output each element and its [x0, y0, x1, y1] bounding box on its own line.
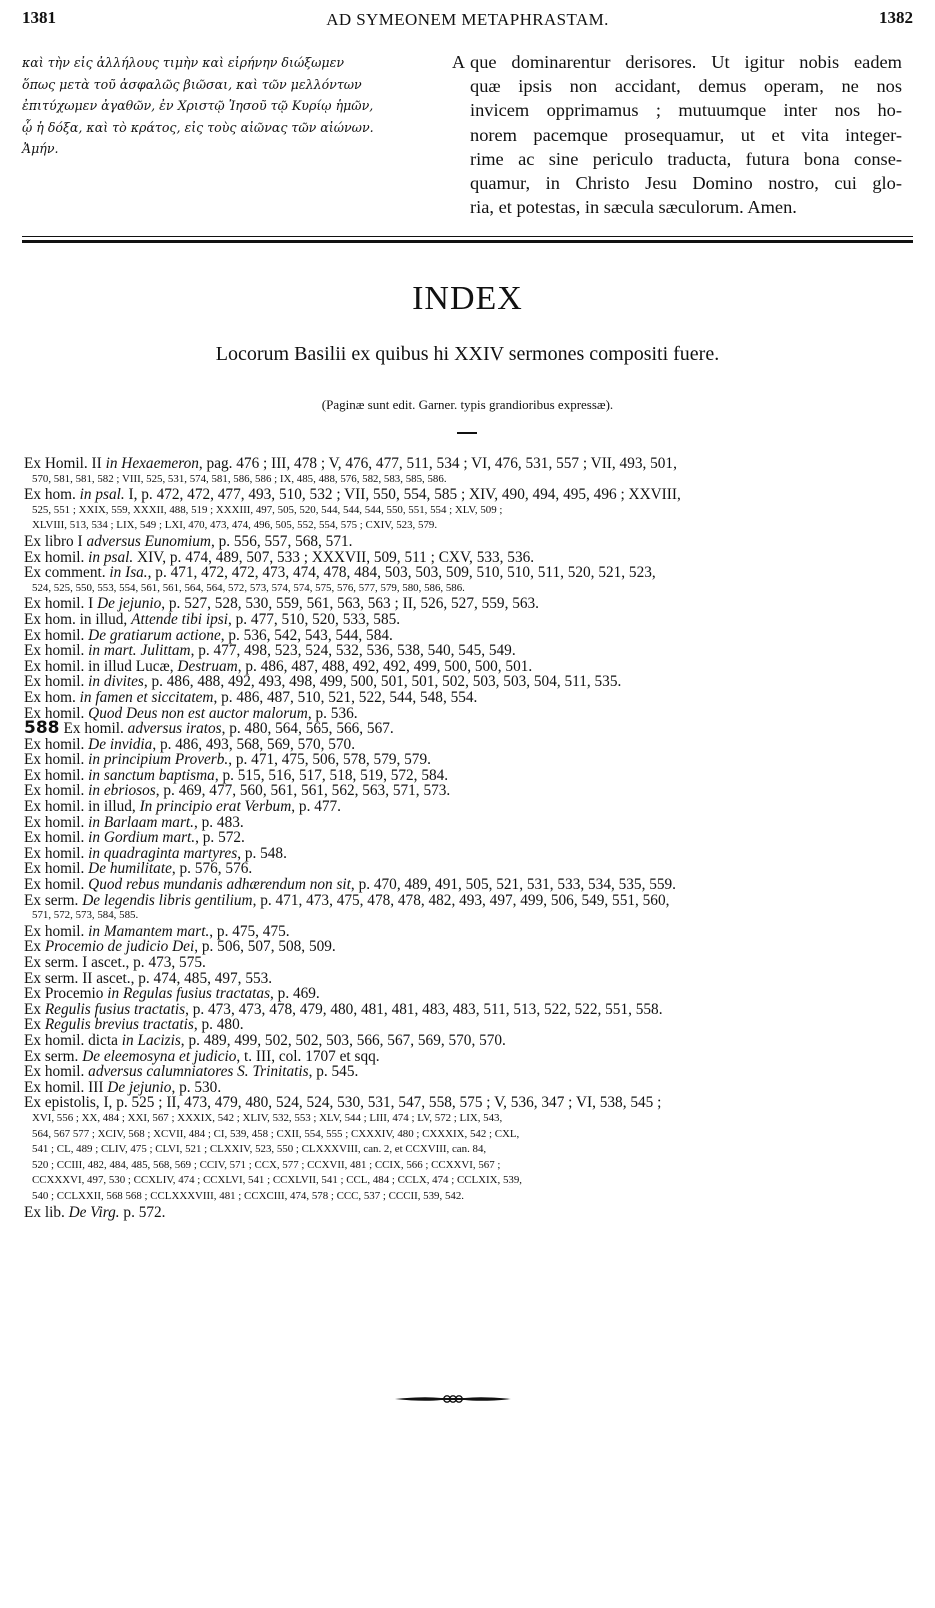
greek-line: ἐπιτύχωμεν ἀγαθῶν, ἐν Χριστῷ Ἰησοῦ τῷ Κυρίῳ ἡμῶν,: [22, 98, 374, 113]
work-title: in Lacizis: [121, 1031, 181, 1049]
work-title: De eleemosyna et judicio: [82, 1047, 237, 1065]
entry-text: , p. 480, 564, 565, 566, 567.: [221, 720, 394, 738]
work-title: in famen et siccitatem: [79, 688, 214, 706]
work-title: in divites: [88, 673, 144, 691]
index-entry-line: [24, 861, 914, 877]
entry-text: , p. 506, 507, 508, 509.: [194, 938, 336, 956]
entry-text: Ex homil.: [24, 829, 89, 847]
entry-text: , p. 471, 475, 506, 578, 579, 579.: [228, 751, 431, 769]
index-entry-line: [24, 718, 914, 739]
index-entry-line: [24, 706, 914, 722]
entry-text: , p. 471, 472, 472, 473, 474, 478, 484, 503, 503, 509, 510, 510, 511, 520, 521, 523,: [147, 564, 656, 582]
work-title: adversus calumniatores S. Trinitatis: [88, 1063, 309, 1081]
index-entry-line: [24, 1002, 914, 1018]
index-entry-line: [24, 737, 914, 753]
latin-line: rime ac sine periculo traducta, futura bona conse-: [470, 148, 902, 169]
entry-text: Ex homil.: [24, 735, 89, 753]
index-entry-line: [24, 1049, 914, 1065]
work-title: in Hexaemeron: [105, 455, 199, 472]
entry-text: Ex serm.: [24, 1047, 83, 1065]
greek-line: Ἀμήν.: [22, 141, 59, 156]
entry-text: , p. 576, 576.: [171, 860, 253, 878]
entry-text: Ex Procemio: [24, 985, 108, 1003]
work-title: De Virg.: [68, 1203, 120, 1221]
entry-text: XIV, p. 474, 489, 507, 533 ; XXXVII, 509, 511 ; CXV, 533, 536.: [133, 548, 535, 566]
work-title: adversus iratos: [127, 720, 222, 738]
entry-text: Ex homil.: [24, 782, 89, 800]
index-entry-line: [24, 1142, 914, 1158]
index-entry-line: [24, 752, 914, 768]
index-entry-line: [24, 612, 914, 628]
latin-column: [470, 50, 902, 219]
work-title: adversus Eunomium: [86, 532, 211, 550]
entry-text: 520 ; CCIII, 482, 484, 485, 568, 569 ; CCIV, 571 ; CCX, 577 ; CCXVII, 481 ; CCIX, 566 ; CCXXVI, 567 ;: [32, 1158, 501, 1171]
index-entry-line: [24, 534, 914, 550]
entry-text: , p. 471, 473, 475, 478, 478, 482, 493, 497, 499, 506, 549, 551, 560,: [252, 891, 670, 909]
work-title: in psal.: [79, 486, 125, 504]
entry-text: Ex homil.: [24, 548, 89, 566]
entry-text: , p. 515, 516, 517, 518, 519, 572, 584.: [214, 766, 449, 784]
right-page-number: 1382: [879, 8, 913, 27]
entry-text: CCXXXVI, 497, 530 ; CCXLIV, 474 ; CCXLVI, 541 ; CCXLVII, 541 ; CCL, 484 ; CCLX, 474 ; CCLXIX, 539,: [32, 1174, 523, 1187]
index-entry-line: [24, 924, 914, 940]
index-entry-line: [24, 1080, 914, 1096]
entry-text: Ex homil. in illud Lucæ,: [24, 657, 178, 675]
entry-text: Ex serm.: [24, 891, 83, 909]
work-title: in principium Proverb.: [88, 751, 229, 769]
index-entry-line: [24, 799, 914, 815]
index-entry-line: [24, 830, 914, 846]
index-entry-line: [24, 503, 914, 519]
index-entries: [24, 456, 914, 1220]
work-title: De gratiarum actione: [88, 626, 221, 644]
index-entry-line: [24, 986, 914, 1002]
entry-text: Ex homil.: [24, 860, 89, 878]
index-note: (Paginæ sunt edit. Garner. typis grandioribus expressæ).: [321, 397, 614, 412]
index-entry-line: [24, 939, 914, 955]
ornament-icon: [393, 1392, 513, 1406]
entry-text: , pag. 476 ; III, 478 ; V, 476, 477, 511, 534 ; VI, 476, 531, 557 ; VII, 493, 501,: [198, 455, 677, 472]
index-entry-line: [24, 690, 914, 706]
entry-text: 541 ; CL, 489 ; CLIV, 475 ; CLVI, 521 ; CLXXIV, 523, 550 ; CLXXXVIII, can. 2, et CCXVIII, can. 84,: [32, 1143, 487, 1156]
index-entry-line: [24, 518, 914, 534]
work-title: Regulis fusius tractatis: [44, 1000, 186, 1018]
index-entry-line: [24, 1095, 914, 1111]
entry-text: XLVIII, 513, 534 ; LIX, 549 ; LXI, 470, 473, 474, 496, 505, 552, 554, 575 ; CXIV, 523, 579.: [32, 519, 438, 532]
entry-text: , p. 548.: [237, 844, 287, 862]
work-title: Attende tibi ipsi: [131, 610, 228, 628]
latin-line: ria, et potestas, in sæcula sæculorum. Amen.: [470, 197, 797, 218]
entry-text: Ex epistolis, I, p. 525 ; II, 473, 479, 480, 524, 524, 530, 531, 547, 558, 575 ; V, 536, 347 ; VI, 538, 545 ;: [24, 1094, 662, 1112]
work-title: Quod rebus mundanis adhærendum non sit: [88, 876, 351, 894]
index-entry-line: [24, 846, 914, 862]
work-title: in Gordium mart.: [88, 829, 196, 847]
entry-text: Ex homil.: [24, 813, 89, 831]
latin-line: invicem opprimamus ; mutuumque inter nos ho-: [470, 100, 902, 121]
entry-text: Ex: [24, 938, 45, 956]
entry-text: Ex homil. III: [24, 1078, 108, 1096]
index-entry-line: [24, 1033, 914, 1049]
latin-line: norem pacemque prosequamur, ut et vita integer-: [470, 124, 902, 145]
entry-text: , p. 489, 499, 502, 502, 503, 566, 567, 569, 570, 570.: [180, 1031, 506, 1049]
entry-text: Ex homil.: [24, 876, 89, 894]
entry-text: , p. 545.: [308, 1063, 359, 1081]
index-title: INDEX: [412, 280, 523, 317]
index-entry-line: [24, 768, 914, 784]
work-title: in Regulas fusius tractatas: [107, 985, 271, 1003]
work-title: in mart. Julittam: [88, 642, 191, 660]
divider-thick: [22, 240, 913, 243]
latin-line: que dominarentur derisores. Ut igitur nobis eadem: [470, 52, 902, 72]
work-title: De invidia: [88, 735, 153, 753]
entry-text: 524, 525, 550, 553, 554, 561, 561, 564, 564, 572, 573, 574, 574, 575, 576, 577, 579, 580, 586, 586.: [32, 581, 465, 594]
index-entry-line: [24, 659, 914, 675]
greek-line: καὶ τὴν εἰς ἀλλήλους τιμὴν καὶ εἰρήνην διώξωμεν: [22, 55, 345, 70]
index-entry-line: [24, 1173, 914, 1189]
index-subtitle: Locorum Basilii ex quibus hi XXIV sermones compositi fuere.: [215, 343, 720, 365]
entry-text: Ex: [24, 1000, 45, 1018]
greek-line: ὅπως μετὰ τοῦ ἀσφαλῶς βιῶσαι, καὶ τῶν μελλόντων: [22, 76, 362, 92]
entry-text: , p. 572.: [195, 829, 245, 847]
entry-text: , p. 480.: [193, 1016, 244, 1034]
entry-text: 571, 572, 573, 584, 585.: [32, 909, 139, 922]
entry-text: Ex serm. II ascet., p. 474, 485, 497, 553.: [24, 969, 273, 987]
index-entry-line: [24, 565, 914, 581]
index-entry-line: [24, 955, 914, 971]
work-title: in ebriosos: [88, 782, 156, 800]
work-title: De humilitate: [88, 860, 172, 878]
index-entry-line: [24, 487, 914, 503]
entry-text: 570, 581, 581, 582 ; VIII, 525, 531, 574, 581, 586, 586 ; IX, 485, 488, 576, 582, 583, 585, 586.: [32, 472, 447, 485]
entry-text: Ex Homil. II: [24, 455, 106, 472]
index-entry-line: [24, 783, 914, 799]
greek-column: [22, 52, 450, 160]
index-entry-line: [24, 596, 914, 612]
work-title: Destruam: [177, 657, 238, 675]
entry-text: , p. 536, 542, 543, 544, 584.: [220, 626, 393, 644]
entry-text: I, p. 472, 472, 477, 493, 510, 532 ; VII, 550, 554, 585 ; XIV, 490, 494, 495, 496 ; XXVIII,: [124, 486, 681, 504]
entry-text: Ex hom.: [24, 486, 80, 504]
entry-text: , p. 477, 498, 523, 524, 532, 536, 538, 540, 545, 549.: [190, 642, 516, 660]
entry-text: Ex comment.: [24, 564, 110, 582]
entry-text: , p. 556, 557, 568, 571.: [210, 532, 353, 550]
entry-text: , t. III, col. 1707 et sqq.: [236, 1047, 380, 1065]
work-title: in Isa.: [109, 564, 148, 582]
work-title: De jejunio: [97, 595, 162, 613]
index-entry-line: [24, 1111, 914, 1127]
entry-text: Ex homil.: [24, 626, 89, 644]
entry-text: , p. 470, 489, 491, 505, 521, 531, 533, 534, 535, 559.: [350, 876, 676, 894]
entry-text: , p. 486, 487, 510, 521, 522, 544, 548, 554.: [213, 688, 478, 706]
entry-text: 540 ; CCLXXII, 568 568 ; CCLXXXVIII, 481 ; CCXCIII, 474, 578 ; CCC, 537 ; CCCII, 539, 542.: [32, 1189, 464, 1202]
index-entry-line: [24, 550, 914, 566]
entry-text: Ex homil. I: [24, 595, 98, 613]
work-title: in psal.: [88, 548, 134, 566]
entry-text: , p. 486, 488, 492, 493, 498, 499, 500, 501, 501, 502, 503, 503, 504, 511, 535.: [143, 673, 622, 691]
entry-text: 525, 551 ; XXIX, 559, XXXII, 488, 519 ; XXXIII, 497, 505, 520, 544, 544, 544, 550, 551, 554 ; XLV, 509 ;: [32, 503, 503, 516]
entry-text: , p. 483.: [193, 813, 244, 831]
short-dash: [457, 432, 477, 434]
index-entry-line: [24, 971, 914, 987]
margin-letter: A: [452, 52, 465, 72]
work-title: in Mamantem mart.: [88, 922, 210, 940]
entry-text: Ex lib.: [24, 1203, 69, 1221]
divider-thin: [22, 236, 913, 237]
entry-text: , p. 477, 510, 520, 533, 585.: [227, 610, 401, 628]
index-entry-line: [24, 1158, 914, 1174]
greek-line: ᾧ ἡ δόξα, καὶ τὸ κράτος, εἰς τοὺς αἰῶνας τῶν αἰώνων.: [22, 119, 374, 135]
entry-text: 564, 567 577 ; XCIV, 568 ; XCVII, 484 ; CI, 539, 458 ; CXII, 554, 555 ; CXXXIV, 480 ; CXXXIX, 542 ; CXL,: [32, 1127, 520, 1140]
index-entry-line: [24, 1189, 914, 1205]
entry-text: Ex serm. I ascet., p. 473, 575.: [24, 954, 206, 971]
index-entry-line: [24, 643, 914, 659]
entry-text: , p. 475, 475.: [209, 922, 290, 940]
entry-text: Ex homil.: [24, 844, 89, 862]
page-header: [22, 8, 913, 36]
entry-text: Ex homil.: [24, 922, 89, 940]
index-entry-line: [24, 674, 914, 690]
entry-text: , p. 536.: [307, 704, 358, 722]
entry-text: , p. 527, 528, 530, 559, 561, 563, 563 ; II, 526, 527, 559, 563.: [161, 595, 539, 613]
index-entry-line: [24, 1017, 914, 1033]
entry-text: Ex homil.: [24, 1063, 89, 1081]
left-page-number: 1381: [22, 8, 56, 27]
index-entry-line: [24, 815, 914, 831]
index-entry-line: [24, 893, 914, 909]
latin-line: quamur, in Christo Jesu Domino nostro, cui glo-: [470, 173, 902, 194]
entry-text: , p. 530.: [171, 1078, 222, 1096]
entry-text: Ex: [24, 1016, 45, 1034]
work-title: De jejunio: [107, 1078, 172, 1096]
index-entry-line: [24, 472, 914, 488]
entry-text: , p. 486, 487, 488, 492, 492, 499, 500, 500, 501.: [237, 657, 533, 675]
entry-text: Ex homil.: [24, 673, 89, 691]
entry-text: XVI, 556 ; XX, 484 ; XXI, 567 ; XXXIX, 542 ; XLIV, 532, 553 ; XLV, 544 ; LIII, 474 ; LV, 572 ; LIX, 543,: [32, 1111, 503, 1124]
entry-text: Ex homil. in illud,: [24, 798, 140, 816]
entry-text: Ex homil. dicta: [24, 1031, 122, 1049]
entry-text: Ex homil.: [63, 720, 128, 738]
entry-text: Ex homil.: [24, 704, 89, 722]
entry-text: p. 572.: [119, 1203, 166, 1221]
index-entry-line: [24, 877, 914, 893]
index-entry-line: [24, 628, 914, 644]
index-entry-line: [24, 908, 914, 924]
index-entry-line: [24, 1205, 914, 1221]
entry-text: Ex homil.: [24, 751, 89, 769]
entry-text: Ex hom. in illud,: [24, 610, 132, 628]
entry-text: Ex homil.: [24, 642, 89, 660]
running-title: AD SYMEONEM METAPHRASTAM.: [326, 10, 609, 29]
work-title: in Barlaam mart.: [88, 813, 194, 831]
index-entry-line: [24, 1064, 914, 1080]
entry-text: , p. 469.: [270, 985, 320, 1003]
work-title: De legendis libris gentilium: [82, 891, 253, 909]
entry-text: , p. 473, 473, 478, 479, 480, 481, 481, 483, 483, 511, 513, 522, 522, 551, 558.: [185, 1000, 663, 1018]
work-title: in sanctum baptisma: [88, 766, 215, 784]
work-title: Procemio de judicio Dei: [44, 938, 195, 956]
index-entry-line: [24, 581, 914, 597]
index-entry-line: [24, 456, 914, 472]
margin-page-number: 588: [24, 718, 60, 739]
work-title: Quod Deus non est auctor malorum: [88, 704, 308, 722]
work-title: Regulis brevius tractatis: [44, 1016, 194, 1034]
latin-line: quæ ipsis non accidant, demus operam, ne nos: [470, 76, 902, 97]
entry-text: , p. 469, 477, 560, 561, 561, 562, 563, 571, 573.: [155, 782, 451, 800]
work-title: in quadraginta martyres: [88, 844, 238, 862]
work-title: In principio erat Verbum: [139, 798, 292, 816]
entry-text: , p. 477.: [291, 798, 341, 816]
entry-text: Ex homil.: [24, 766, 89, 784]
entry-text: Ex libro I: [24, 532, 87, 550]
entry-text: , p. 486, 493, 568, 569, 570, 570.: [152, 735, 356, 753]
entry-text: Ex hom.: [24, 688, 80, 706]
index-entry-line: [24, 1127, 914, 1143]
